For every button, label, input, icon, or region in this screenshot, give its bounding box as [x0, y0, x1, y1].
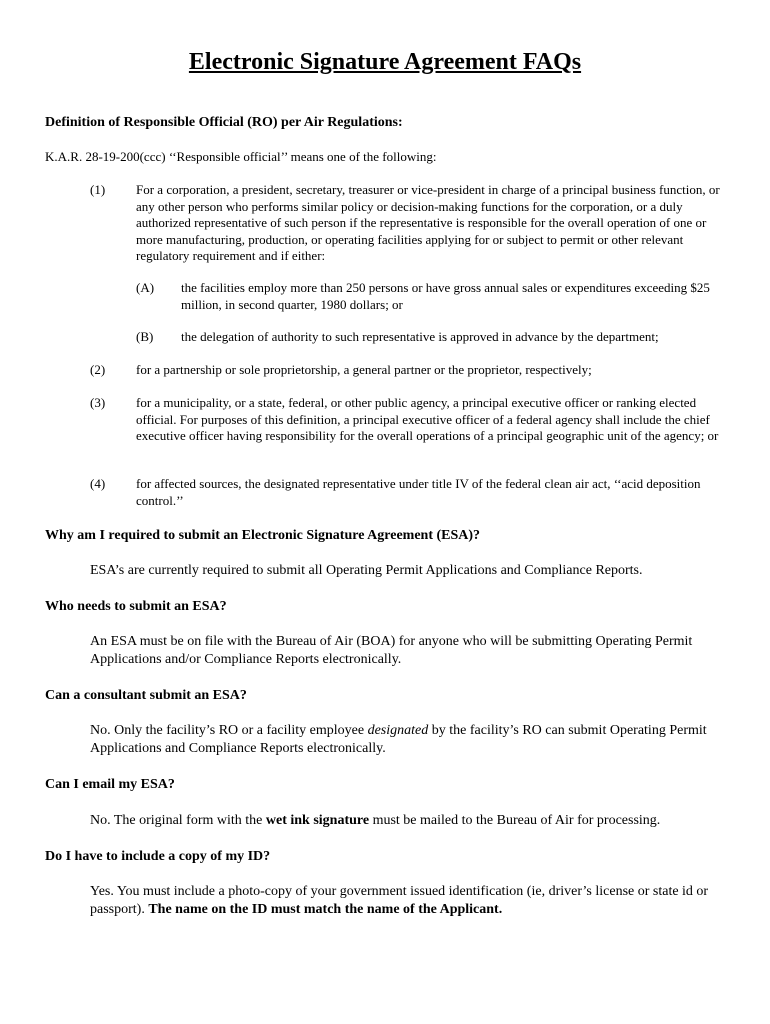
faq-question: Who needs to submit an ESA? [45, 599, 227, 614]
answer-emphasis: designated [367, 723, 429, 738]
item-text: For a corporation, a president, secretary, treasurer or vice-president in charge of a principal business function, or any other person who performs similar policy or decision-making functions for the corporation, or a duly authorized representative of such person if the representative is responsible for the overall operation of one or more manufacturing, production, or operating facilities applying for or subject to permit or other relevant regulatory requirement and if either: [136, 182, 720, 263]
faq-answer [90, 722, 730, 758]
item-text: for a partnership or sole proprietorship, a general partner or the proprietor, respectively; [136, 362, 592, 377]
faq-answer: An ESA must be on file with the Bureau of Air (BOA) for anyone who will be submitting Operating Permit Applications and/or Compliance Reports electronically. [90, 634, 693, 667]
answer-strong: wet ink signature [265, 813, 370, 828]
answer-strong: The name on the ID must match the name of the Applicant. [148, 902, 503, 917]
item-text: for a municipality, or a state, federal, or other public agency, a principal executive officer or ranking elected official. For purposes of this definition, a principal executive officer of a federal agency shall include the chief executive officer having responsibility for the overall operations of a principal geographic unit of the agency; or [136, 395, 719, 443]
item-number: (1) [90, 182, 106, 197]
item-number: (4) [90, 476, 106, 491]
item-text: the delegation of authority to such representative is approved in advance by the department; [181, 329, 659, 344]
answer-text: No. The original form with the [90, 813, 266, 828]
faq-answer [90, 883, 730, 919]
answer-text: must be mailed to the Bureau of Air for processing. [369, 813, 661, 828]
faq-question: Why am I required to submit an Electronic Signature Agreement (ESA)? [45, 528, 481, 543]
item-number: (3) [90, 395, 106, 410]
item-text: the facilities employ more than 250 persons or have gross annual sales or expenditures exceeding $25 million, in second quarter, 1980 dollars; or [181, 280, 710, 312]
answer-text: by the facility’s RO can submit Operating Permit Applications and Compliance Reports electronically. [90, 723, 707, 756]
faq-question: Can I email my ESA? [45, 777, 175, 792]
definition-heading: Definition of Responsible Official (RO) per Air Regulations: [45, 115, 403, 130]
faq-question: Can a consultant submit an ESA? [45, 688, 247, 703]
item-number: (2) [90, 362, 106, 377]
item-text: for affected sources, the designated representative under title IV of the federal clean air act, ‘‘acid deposition control.’’ [136, 476, 701, 508]
answer-text: Yes. You must include a photo-copy of your government issued identification (ie, driver’s license or state id or passport). [90, 884, 709, 917]
page-title: Electronic Signature Agreement FAQs [188, 49, 582, 75]
faq-answer: ESA’s are currently required to submit all Operating Permit Applications and Compliance Reports. [90, 563, 643, 578]
faq-answer [90, 812, 730, 830]
definition-intro: K.A.R. 28-19-200(ccc) ‘‘Responsible official’’ means one of the following: [45, 149, 437, 164]
item-number: (B) [136, 329, 154, 344]
item-number: (A) [136, 280, 155, 295]
answer-text: No. Only the facility’s RO or a facility employee [90, 723, 368, 738]
faq-question: Do I have to include a copy of my ID? [45, 849, 271, 864]
